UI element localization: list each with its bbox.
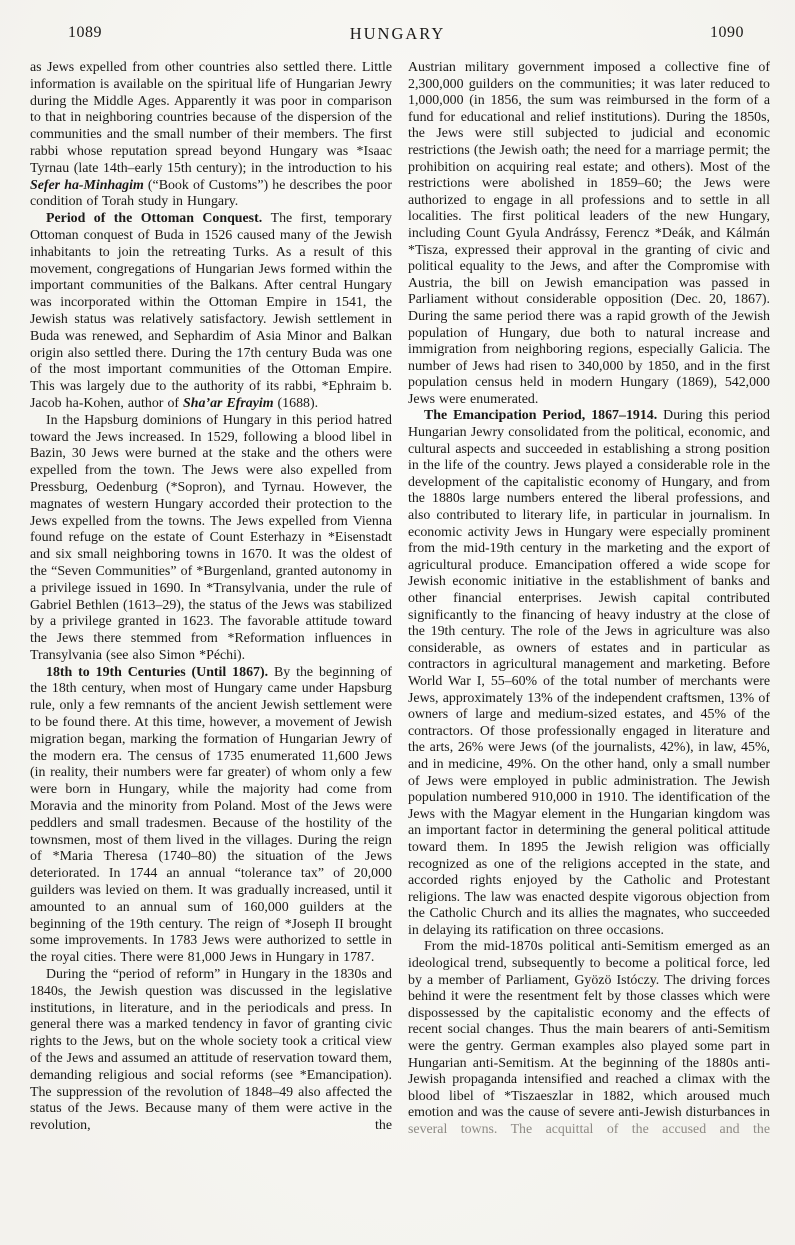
text-run: During the “period of reform” in Hungary in the 1830s and 1840s, the Jewish question was discussed in the legislative institutions, in literature, and in the periodicals and press. In general there was a marked tendency in favor of granting civic rights to the Jews, but on the whole society took a critical view of the Jews and assumed an attitude of reservation toward them, demanding religious and social reforms (see *Emancipation). The suppression of the revolution of 1848–49 also affected the status of the Jews. Because many of them were active in the revolution, the bbox=[30, 967, 392, 1134]
paragraph bbox=[30, 211, 392, 413]
article-body bbox=[30, 60, 770, 1245]
text-run: Austrian military government imposed a collective fine of 2,300,000 guilders on the communities; it was later reduced to 1,000,000 (in 1856, the sum was reimbursed in the form of a fund for educational and relief institutions). During the 1850s, the Jews were still subjected to judicial and economic restrictions (the Jewish oath; the need for a marriage permit; the prohibition on acquiring real estate; and others). Most of the restrictions were abolished in 1859–60; the Jews were authorized to engage in all professions and to settle in all localities. The first political leaders of the new Hungary, including Count Gyula Andrássy, Ferencz *Deák, and Kálmán *Tisza, expressed their approval in the granting of civic and political equality to the Jews, and after the Compromise with Austria, the bill on Jewish emancipation was passed in Parliament without considerable opposition (Dec. 20, 1867). During the same period there was a rapid growth of the Jewish population of Hungary, due both to natural increase and immigration from neighboring regions, especially Galicia. The number of Jews had risen to 340,000 by 1850, and in the first population census held in modern Hungary (1869), 542,000 Jews were enumerated. bbox=[408, 60, 770, 407]
text-run: Sefer ha-Minhagim bbox=[30, 177, 144, 193]
section-heading: 18th to 19th Centuries (Until 1867). bbox=[46, 664, 274, 680]
text-run: (1688). bbox=[273, 395, 319, 411]
paragraph bbox=[30, 967, 392, 1135]
section-heading: The Emancipation Period, 1867–1914. bbox=[424, 408, 664, 424]
paragraph bbox=[408, 939, 770, 1138]
text-run: The first, temporary Ottoman conquest of Buda in 1526 caused many of the Jewish inhabitants to join the retreating Turks. As a result of this movement, congregations of Hungarian Jews formed within the important communities of the Balkans. After central Hungary was incorporated within the Ottoman Empire in 1541, the Jewish status was relatively satisfactory. Jewish settlement in Buda was renewed, and Sephardim of Asia Minor and Balkan origin also settled there. During the 17th century Buda was one of the most important communities of the Ottoman Empire. This was largely due to the authority of its rabbi, *Ephraim b. Jacob ha-Kohen, author of bbox=[30, 211, 392, 411]
paragraph bbox=[30, 60, 392, 211]
right-page-number: 1090 bbox=[710, 24, 744, 41]
page-title: HUNGARY bbox=[349, 24, 446, 43]
paragraph bbox=[408, 408, 770, 939]
left-page-number: 1089 bbox=[68, 24, 102, 41]
paragraph bbox=[30, 413, 392, 665]
page-header bbox=[0, 24, 795, 46]
section-heading: Period of the Ottoman Conquest. bbox=[46, 211, 271, 227]
text-run: several towns. The acquittal of the accused and the bbox=[408, 1122, 770, 1137]
text-column-right bbox=[408, 60, 770, 1245]
text-run: By the beginning of the 18th century, when most of Hungary came under Hapsburg rule, only a few remnants of the ancient Jewish settlement were to be found there. At this time, however, a movement of Jewish migration began, marking the formation of Hungarian Jewry of the modern era. The census of 1735 enumerated 11,600 Jews (in reality, their numbers were far greater) of whom only a few were born in Hungary, while the majority had come from Moravia and the minority from Poland. Most of the Jews were peddlers and small tradesmen. Because of the hostility of the townsmen, most of them lived in the villages. During the reign of *Maria Theresa (1740–80) the situation of the Jews deteriorated. In 1744 an annual “tolerance tax” of 20,000 guilders was levied on them. It was gradually increased, until it amounted to an annual sum of 160,000 guilders at the beginning of the 19th century. The reign of *Joseph II brought some improvements. In 1783 Jews were authorized to settle in the royal cities. There were 81,000 Jews in Hungary in 1787. bbox=[30, 664, 392, 966]
paragraph bbox=[30, 665, 392, 967]
text-run: During this period Hungarian Jewry consolidated from the political, economic, and cultural aspects and succeeded in establishing a strong position in the life of the country. Jews played a considerable role in the development of the capitalistic economy of Hungary, and from the 1880s large numbers entered the liberal professions, and also contributed to literary life, in particular in journalism. In economic activity Jews in Hungary were especially prominent from the mid-19th century in the marketing and the export of agricultural produce. Emancipation offered a wide scope for Jewish economic initiative in the establishment of banks and other financial enterprises. Jewish capital contributed significantly to the financing of heavy industry at the close of the 19th century. The role of the Jews in agriculture was also considerable, as owners of estates and in particular as contractors in agricultural management and marketing. Before World War I, 55–60% of the total number of merchants were Jews, approximately 13% of the independent craftsmen, 13% of owners of large and medium-sized estates, and 45% of the contractors. Of those professionally engaged in literature and the arts, 26% were Jews (of the journalists, 42%), in law, 45%, and in medicine, 49%. On the other hand, only a small number of Jews were employed in public administration. The Jewish population numbered 910,000 in 1910. The identification of the Jews with the Magyar element in the Hungarian kingdom was an important factor in determining the general political attitude toward them. In 1895 the Jewish religion was officially recognized as one of the religions accepted in the state, and accorded rights enjoyed by the Catholic and Protestant religions. The law was enacted despite vigorous objection from the Catholic Church and its allies the magnates, who succeeded in delaying its ratification on three occasions. bbox=[408, 408, 770, 938]
text-run: (“Book of Customs”) he describes the poor condition of Torah study in Hungary. bbox=[30, 177, 392, 210]
paragraph bbox=[408, 60, 770, 408]
text-run: In the Hapsburg dominions of Hungary in this period hatred toward the Jews increased. In 1529, following a blood libel in Bazin, 30 Jews were burned at the stake and the others were expelled from the town. The Jews were also expelled from Pressburg, Oedenburg (*Sopron), and Tyrnau. However, the magnates of western Hungary accorded their protection to the Jews expelled from the towns. The Jews expelled from Vienna found refuge on the estate of Count Esterhazy in *Eisenstadt and six small neighboring towns in 1670. It was the oldest of the “Seven Communities” of *Burgenland, granted autonomy in a privilege issued in 1690. In *Transylvania, under the rule of Gabriel Bethlen (1613–29), the status of the Jews was stabilized by a privilege granted in 1623. The favorable attitude toward the Jews there stemmed from *Reformation influences in Transylvania (see also Simon *Péchi). bbox=[30, 412, 392, 663]
text-run: From the mid-1870s political anti-Semitism emerged as an ideological trend, subsequently to become a political force, led by a member of Parliament, Gyözö Istóczy. The driving forces behind it were the resentment felt by those classes which were dispossessed by the capitalistic economy and the effects of recent social changes. Thus the main bearers of anti-Semitism were the gentry. German examples also played some part in Hungarian anti-Semitism. At the beginning of the 1880s anti-Jewish propaganda intensified and reached a climax with the blood libel of *Tiszaeszlar in 1882, which aroused much emotion and was the cause of severe anti-Jewish disturbances in bbox=[408, 939, 770, 1121]
text-run: as Jews expelled from other countries also settled there. Little information is available on the spiritual life of Hungarian Jewry during the Middle Ages. Apparently it was poor in comparison to that in neighboring countries because of the dispersion of the communities and the small number of their members. The first rabbi whose reputation spread beyond Hungary was *Isaac Tyrnau (late 14th–early 15th century); in the introduction to his bbox=[30, 60, 392, 176]
text-column-left bbox=[30, 60, 392, 1245]
text-run: Sha’ar Efrayim bbox=[183, 395, 274, 411]
